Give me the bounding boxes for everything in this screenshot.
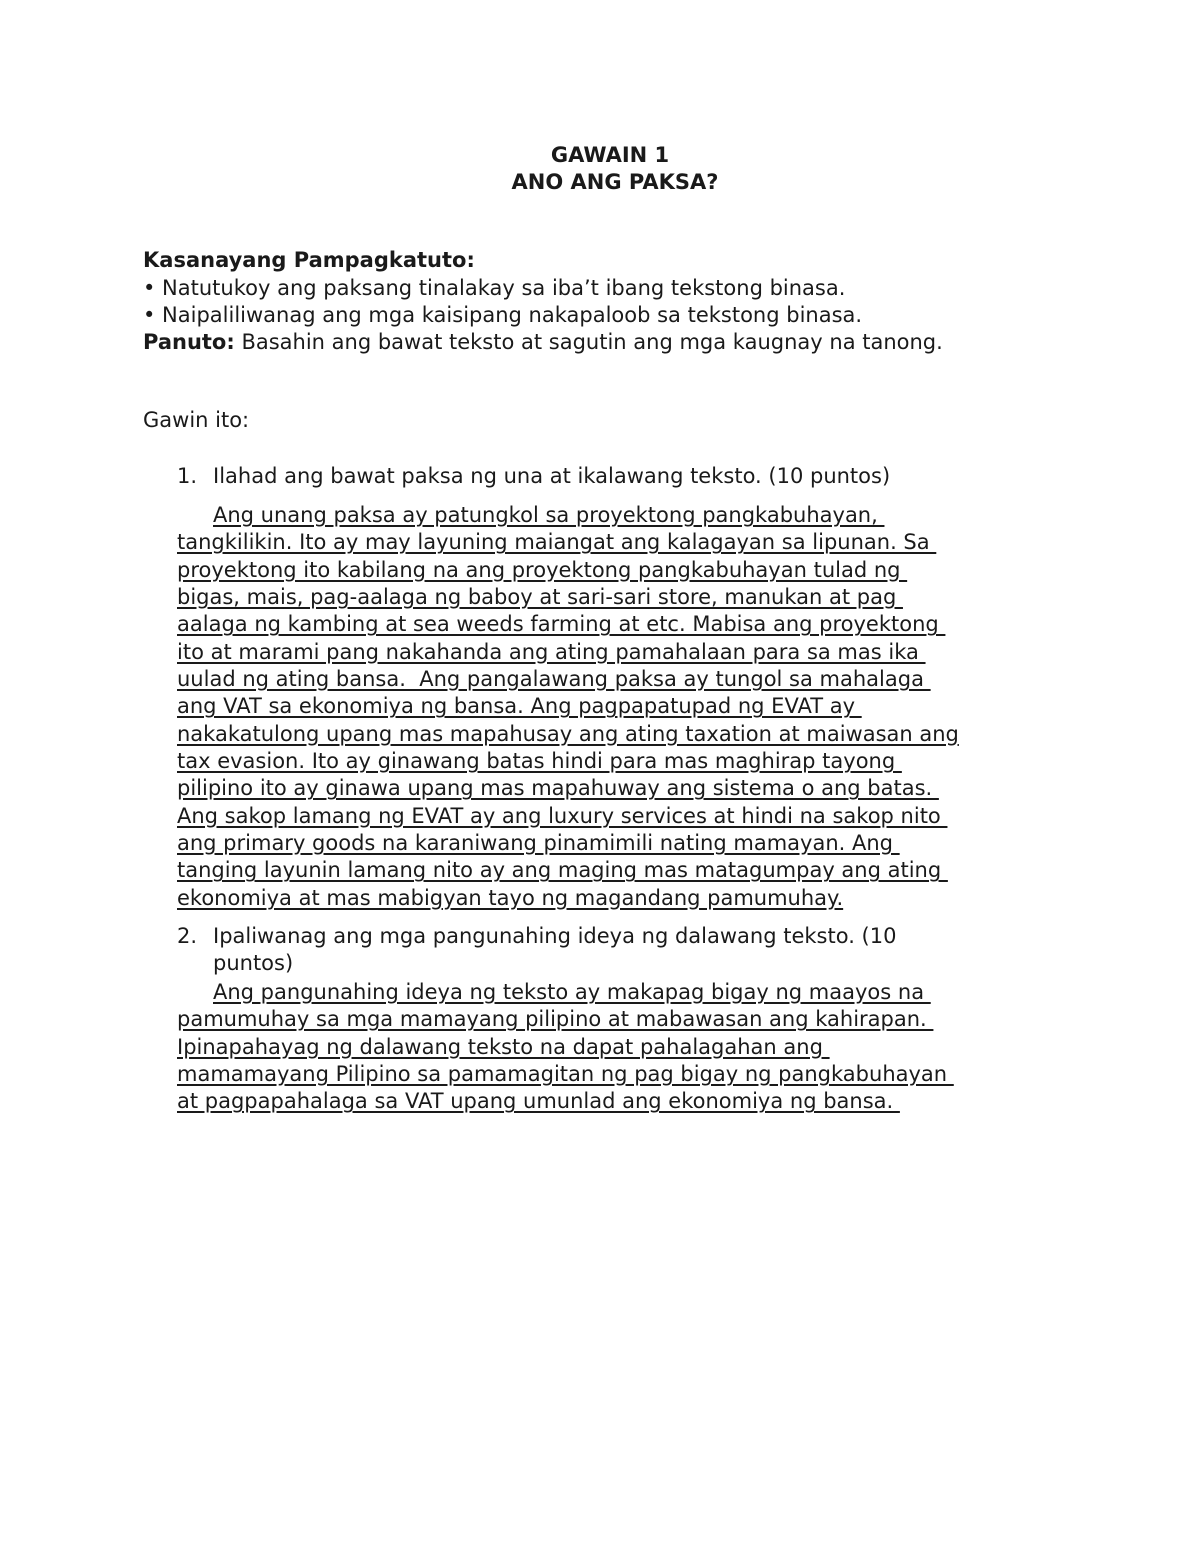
instructions-text: Basahin ang bawat teksto at sagutin ang mga kaugnay na tanong. bbox=[234, 330, 943, 354]
answer-line: pamumuhay sa mga mamayang pilipino at mabawasan ang kahirapan. bbox=[177, 1007, 934, 1032]
answer-line: tax evasion. Ito ay ginawang batas hindi para mas maghirap tayong bbox=[177, 749, 902, 774]
answer-line: ang primary goods na karaniwang pinamimili nating mamayan. Ang bbox=[177, 831, 900, 856]
answer-line: Ipinapahayag ng dalawang teksto na dapat pahalagahan ang bbox=[177, 1034, 830, 1059]
answer-line: Ang unang paksa ay patungkol sa proyektong pangkabuhayan, bbox=[213, 503, 885, 527]
answer-line: mamamayang Pilipino sa pamamagitan ng pag bigay ng pangkabuhayan bbox=[177, 1062, 954, 1087]
question-text: Ilahad ang bawat paksa ng una at ikalawang teksto. (10 puntos) bbox=[213, 464, 891, 488]
answer-line: uulad ng ating bansa. Ang pangalawang paksa ay tungol sa mahalaga bbox=[177, 667, 931, 692]
answer-2 bbox=[177, 979, 1077, 1116]
instructions-label: Panuto: bbox=[143, 330, 235, 354]
objectives-heading: Kasanayang Pampagkatuto: bbox=[143, 248, 475, 272]
answer-1 bbox=[177, 502, 1077, 912]
document-title: GAWAIN 1 bbox=[550, 143, 670, 167]
answer-line: bigas, mais, pag-aalaga ng baboy at sari-sari store, manukan at pag bbox=[177, 585, 903, 610]
answer-line: at pagpapahalaga sa VAT upang umunlad ang ekonomiya ng bansa. bbox=[177, 1089, 900, 1114]
answer-line: nakakatulong upang mas mapahusay ang ating taxation at maiwasan ang bbox=[177, 721, 959, 746]
question-1 bbox=[177, 463, 890, 490]
question-number: 1. bbox=[177, 464, 198, 488]
answer-line: aalaga ng kambing at sea weeds farming at etc. Mabisa ang proyektong bbox=[177, 612, 946, 637]
document-subtitle: ANO ANG PAKSA? bbox=[511, 170, 719, 194]
question-text: Ipaliwanag ang mga pangunahing ideya ng dalawang teksto. (10 bbox=[213, 924, 897, 948]
question-2 bbox=[177, 923, 896, 950]
answer-line: pilipino ito ay ginawa upang mas mapahuway ang sistema o ang batas. bbox=[177, 776, 939, 801]
objective-item: • Naipaliliwanag ang mga kaisipang nakapaloob sa tekstong binasa. bbox=[143, 303, 863, 327]
answer-line: ang VAT sa ekonomiya ng bansa. Ang pagpapatupad ng EVAT ay bbox=[177, 694, 862, 719]
instructions bbox=[143, 329, 1103, 356]
answer-line: ito at marami pang nakahanda ang ating pamahalaan para sa mas ika bbox=[177, 639, 926, 664]
question-number: 2. bbox=[177, 924, 198, 948]
answer-line: Ang sakop lamang ng EVAT ay ang luxury services at hindi na sakop nito bbox=[177, 803, 948, 828]
answer-line: ekonomiya at mas mabigyan tayo ng magandang pamumuhay. bbox=[177, 885, 844, 910]
answer-line: tanging layunin lamang nito ay ang maging mas matagumpay ang ating bbox=[177, 858, 948, 883]
answer-line: tangkilikin. Ito ay may layuning maiangat ang kalagayan sa lipunan. Sa bbox=[177, 530, 937, 555]
answer-line: Ang pangunahing ideya ng teksto ay makapag bigay ng maayos na bbox=[213, 980, 931, 1004]
answer-line: proyektong ito kabilang na ang proyektong pangkabuhayan tulad ng bbox=[177, 557, 908, 582]
task-intro: Gawin ito: bbox=[143, 408, 250, 432]
objective-item: • Natutukoy ang paksang tinalakay sa iba’t ibang tekstong binasa. bbox=[143, 276, 846, 300]
question-text-continued: puntos) bbox=[213, 951, 294, 975]
